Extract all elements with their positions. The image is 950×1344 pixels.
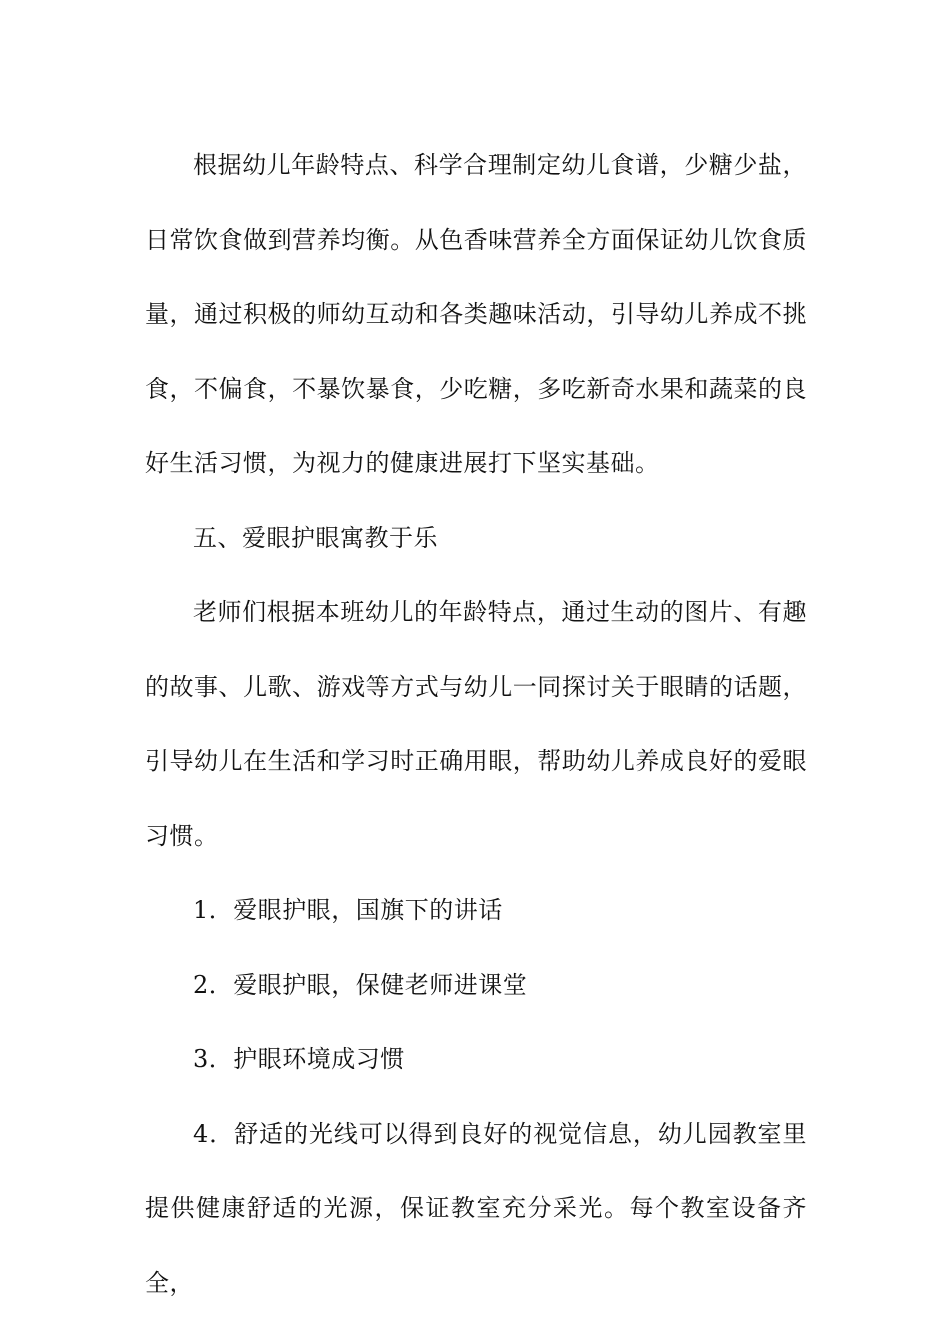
section-heading-eye-care: 五、爱眼护眼寓教于乐 <box>193 523 438 552</box>
list-item-1: 1．爱眼护眼，国旗下的讲话 <box>193 896 503 924</box>
document-body <box>145 128 807 1320</box>
paragraph-teachers: 老师们根据本班幼儿的年龄特点，通过生动的图片、有趣的故事、儿歌、游戏等方式与幼儿一同探讨关于眼睛的话题，引导幼儿在生活和学习时正确用眼，帮助幼儿养成良好的爱眼习惯。 <box>145 598 807 850</box>
list-item-4: 4．舒适的光线可以得到良好的视觉信息，幼儿园教室里提供健康舒适的光源，保证教室充分采光。每个教室设备齐全， <box>145 1119 807 1297</box>
list-item-3: 3．护眼环境成习惯 <box>193 1045 405 1073</box>
paragraph-diet: 根据幼儿年龄特点、科学合理制定幼儿食谱，少糖少盐，日常饮食做到营养均衡。从色香味营养全方面保证幼儿饮食质量，通过积极的师幼互动和各类趣味活动，引导幼儿养成不挑食，不偏食，不暴饮暴食，少吃糖，多吃新奇水果和蔬菜的良好生活习惯，为视力的健康进展打下坚实基础。 <box>145 151 807 477</box>
list-item-2: 2．爱眼护眼，保健老师进课堂 <box>193 970 528 999</box>
